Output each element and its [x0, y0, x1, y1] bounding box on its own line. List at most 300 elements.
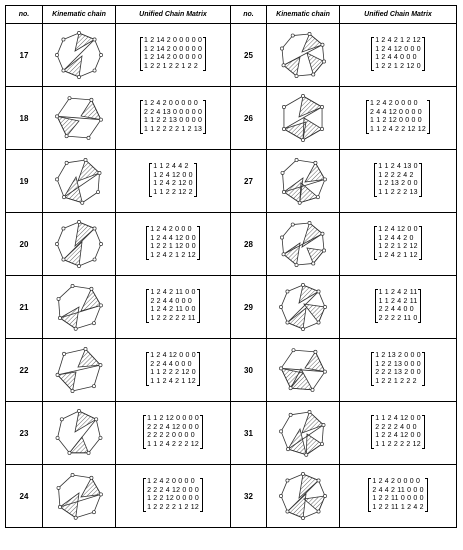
binary-link: [281, 480, 287, 496]
chain-matrix: [143, 478, 203, 512]
joint-circle: [308, 410, 311, 413]
kinematic-chain-diagram: [275, 279, 331, 335]
binary-link: [73, 475, 92, 478]
joint-circle: [77, 409, 80, 412]
binary-link: [95, 228, 101, 244]
chain-matrix: [146, 352, 200, 386]
binary-link: [287, 474, 303, 480]
joint-circle: [55, 53, 58, 56]
joint-circle: [301, 327, 304, 330]
matrix-row: 1 2 4 2 1 12: [378, 251, 418, 259]
kinematic-chain-cell: [43, 465, 116, 528]
table-row: [6, 213, 457, 276]
matrix-row: 1 2 2 12 0 0 0 0: [147, 495, 199, 503]
unified-chain-matrix-cell: [340, 465, 457, 528]
joint-circle: [323, 305, 326, 308]
joint-circle: [65, 161, 68, 164]
binary-link: [303, 323, 319, 329]
unified-chain-matrix-cell: [116, 213, 231, 276]
matrix-row: 1 1 2 4 4 2: [153, 163, 189, 171]
unified-chain-matrix-cell: [340, 24, 457, 87]
matrix-row: 2 2 2 2 11 0: [378, 314, 418, 322]
joint-circle: [92, 385, 95, 388]
unified-chain-matrix-cell: [340, 150, 457, 213]
binary-link: [293, 34, 310, 36]
binary-link: [63, 222, 79, 228]
joint-circle: [55, 178, 58, 181]
chain-matrix: [140, 37, 206, 71]
joint-circle: [317, 479, 320, 482]
binary-link: [58, 419, 62, 438]
binary-link: [319, 291, 325, 307]
binary-link: [89, 438, 101, 453]
joint-circle: [93, 38, 96, 41]
matrix-row: 1 1 2 4 2 1 12: [150, 377, 196, 385]
matrix-row: 2 2 4 13 0 0 0 0 0: [143, 108, 203, 116]
matrix-row: 1 2 2 2 2 2 11: [150, 314, 196, 322]
ternary-link-hatched: [284, 57, 301, 76]
joint-circle: [279, 430, 282, 433]
joint-circle: [282, 64, 285, 67]
binary-link: [94, 365, 101, 386]
joint-circle: [301, 516, 304, 519]
matrix-row: 1 2 2 4 12 0 0: [375, 432, 421, 440]
joint-circle: [96, 190, 99, 193]
joint-circle: [71, 473, 74, 476]
joint-circle: [320, 105, 323, 108]
matrix-row: 1 2 4 2 1 2 12: [375, 37, 421, 45]
joint-circle: [286, 290, 289, 293]
joint-circle: [282, 253, 285, 256]
chain-matrix: [366, 100, 430, 134]
joint-circle: [279, 305, 282, 308]
unified-chain-matrix-cell: [116, 402, 231, 465]
joint-circle: [55, 242, 58, 245]
joint-circle: [99, 53, 102, 56]
joint-circle: [301, 138, 304, 141]
joint-circle: [311, 388, 314, 391]
chain-matrix: [368, 478, 427, 512]
binary-link: [58, 354, 65, 375]
binary-link: [63, 33, 79, 39]
joint-circle: [323, 494, 326, 497]
kinematic-chain-cell: [267, 402, 340, 465]
kinematic-chain-diagram: [275, 405, 331, 461]
joint-circle: [65, 135, 68, 138]
binary-link: [322, 45, 324, 62]
binary-link: [79, 260, 95, 266]
kinematic-chain-diagram: [51, 279, 107, 335]
table-row: [6, 402, 457, 465]
joint-circle: [62, 258, 65, 261]
binary-link: [293, 223, 310, 225]
binary-link: [296, 74, 313, 76]
binary-link: [282, 225, 293, 238]
joint-circle: [99, 364, 102, 367]
joint-circle: [298, 201, 301, 204]
joint-circle: [92, 322, 95, 325]
matrix-row: 2 2 2 2 0 0 0 0: [147, 432, 195, 440]
joint-circle: [81, 201, 84, 204]
kinematic-chain-cell: [267, 465, 340, 528]
unified-chain-matrix-cell: [116, 87, 231, 150]
matrix-row: 1 1 2 4 2 11: [378, 297, 418, 305]
chain-number: 25: [231, 24, 267, 87]
matrix-row: 1 2 4 2 0 0 0 0: [372, 478, 421, 486]
joint-circle: [84, 158, 87, 161]
ternary-link-hatched: [60, 307, 79, 329]
joint-circle: [286, 321, 289, 324]
matrix-row: 2 2 4 4 0 0 0: [150, 360, 192, 368]
binary-link: [282, 48, 284, 65]
matrix-row: 1 1 2 4 2 2 2 12: [147, 440, 199, 448]
matrix-row: 1 2 2 1 2 2 2: [375, 377, 417, 385]
matrix-row: 1 2 4 4 2 0: [378, 234, 414, 242]
binary-link: [313, 372, 325, 390]
kinematic-chain-cell: [267, 150, 340, 213]
joint-circle: [57, 486, 60, 489]
joint-circle: [312, 262, 315, 265]
joint-circle: [92, 511, 95, 514]
joint-circle: [308, 221, 311, 224]
joint-circle: [279, 494, 282, 497]
matrix-row: 1 2 2 1 2 2 1 2 2: [143, 62, 198, 70]
joint-circle: [68, 97, 71, 100]
chain-matrix: [140, 100, 206, 134]
kinematic-chain-cell: [267, 339, 340, 402]
matrix-row: 1 2 2 13 0 0 0: [375, 360, 421, 368]
joint-circle: [99, 493, 102, 496]
matrix-row: 1 2 4 12 0 0: [378, 226, 418, 234]
kinematic-chain-cell: [43, 339, 116, 402]
table-row: [6, 465, 457, 528]
chain-matrix: [146, 289, 199, 323]
joint-circle: [321, 232, 324, 235]
kinematic-chain-cell: [267, 276, 340, 339]
binary-link: [67, 160, 86, 163]
ternary-link-hatched: [304, 304, 325, 323]
joint-circle: [295, 74, 298, 77]
ternary-link-hatched: [287, 308, 306, 329]
matrix-row: 1 2 14 2 0 0 0 0 0: [143, 54, 203, 62]
unified-chain-matrix-cell: [116, 24, 231, 87]
matrix-row: 1 2 4 4 12 0 0: [150, 234, 196, 242]
ternary-link-hatched: [70, 437, 89, 453]
kinematic-chain-diagram: [275, 27, 331, 83]
binary-link: [318, 179, 325, 197]
matrix-row: 1 2 4 2 0 0 0 0: [147, 478, 195, 486]
joint-circle: [317, 510, 320, 513]
binary-link: [282, 36, 293, 49]
unified-chain-matrix-cell: [116, 465, 231, 528]
binary-link: [96, 419, 100, 438]
binary-link: [284, 96, 303, 107]
chain-number: 18: [6, 87, 43, 150]
binary-link: [281, 291, 287, 307]
ternary-link-hatched: [78, 349, 101, 367]
matrix-row: 2 2 4 4 0 0 0: [150, 297, 192, 305]
binary-link: [69, 98, 91, 100]
ternary-link-hatched: [81, 100, 101, 120]
ternary-link-hatched: [64, 177, 82, 203]
matrix-row: 1 2 4 12 0 0 0: [150, 352, 196, 360]
binary-link: [59, 475, 73, 488]
matrix-row: 2 4 4 2 11 0 0 0: [372, 486, 424, 494]
kinematic-chain-cell: [267, 213, 340, 276]
joint-circle: [56, 436, 59, 439]
joint-circle: [62, 196, 65, 199]
joint-circle: [95, 418, 98, 421]
joint-circle: [99, 118, 102, 121]
joint-circle: [321, 43, 324, 46]
joint-circle: [281, 171, 284, 174]
unified-chain-matrix-cell: [116, 276, 231, 339]
binary-link: [281, 307, 287, 323]
joint-circle: [322, 249, 325, 252]
kinematic-chain-diagram: [275, 90, 331, 146]
kinematic-chain-diagram: [51, 90, 107, 146]
matrix-row: 1 1 2 4 13 0: [378, 163, 418, 171]
ternary-link-hatched: [288, 429, 306, 455]
joint-circle: [282, 105, 285, 108]
binary-link: [76, 512, 94, 518]
header-unified-chain-matrix: Unified Chain Matrix: [116, 6, 231, 24]
binary-link: [98, 173, 99, 192]
ternary-link-hatched: [305, 163, 325, 182]
ternary-link-hatched: [57, 116, 79, 136]
chain-number: 24: [6, 465, 43, 528]
joint-circle: [320, 442, 323, 445]
chain-number: 17: [6, 24, 43, 87]
chain-matrix: [371, 352, 425, 386]
joint-circle: [77, 220, 80, 223]
binary-link: [57, 244, 63, 260]
chain-matrix: [375, 289, 422, 323]
joint-circle: [74, 516, 77, 519]
binary-link: [59, 488, 60, 507]
binary-link: [60, 494, 101, 507]
joint-circle: [68, 451, 71, 454]
unified-chain-matrix-cell: [340, 276, 457, 339]
unified-chain-matrix-cell: [340, 87, 457, 150]
matrix-row: 1 2 13 2 0 0: [378, 180, 418, 188]
matrix-row: 1 1 2 4 12 0 0: [375, 415, 421, 423]
matrix-row: 1 1 2 2 2 13: [378, 188, 418, 196]
joint-circle: [323, 370, 326, 373]
joint-circle: [77, 75, 80, 78]
ternary-link-hatched: [81, 478, 101, 497]
joint-circle: [312, 73, 315, 76]
kinematic-chain-diagram: [275, 342, 331, 398]
unified-chain-matrix-cell: [340, 213, 457, 276]
kinematic-chain-diagram: [51, 468, 107, 524]
binary-link: [60, 305, 101, 318]
header-unified-chain-matrix: Unified Chain Matrix: [340, 6, 457, 24]
joint-circle: [56, 373, 59, 376]
binary-link: [296, 263, 313, 265]
chain-matrix: [149, 163, 196, 197]
joint-circle: [77, 264, 80, 267]
joint-circle: [98, 171, 101, 174]
binary-link: [297, 160, 316, 163]
joint-circle: [286, 479, 289, 482]
binary-link: [89, 120, 101, 138]
unified-chain-matrix-cell: [116, 339, 231, 402]
binary-link: [281, 350, 293, 368]
binary-link: [58, 438, 70, 453]
binary-link: [303, 512, 319, 518]
chain-number: 32: [231, 465, 267, 528]
joint-circle: [71, 389, 74, 392]
chain-number: 20: [6, 213, 43, 276]
matrix-row: 1 1 2 12 0 0 0 0: [147, 415, 199, 423]
kinematic-chain-cell: [267, 24, 340, 87]
joint-circle: [308, 32, 311, 35]
joint-circle: [93, 69, 96, 72]
binary-link: [57, 163, 67, 180]
chain-number: 21: [6, 276, 43, 339]
binary-link: [57, 98, 69, 116]
chain-matrix: [374, 226, 421, 260]
chain-matrix: [374, 163, 421, 197]
joint-circle: [84, 347, 87, 350]
ternary-link-hatched: [299, 474, 319, 498]
joint-circle: [291, 34, 294, 37]
joint-circle: [286, 448, 289, 451]
joint-circle: [295, 263, 298, 266]
matrix-row: 1 2 4 4 0 0 0: [375, 54, 417, 62]
matrix-row: 2 2 2 4 12 0 0 0: [147, 423, 199, 431]
header-no: no.: [231, 6, 267, 24]
header-no: no.: [6, 6, 43, 24]
joint-circle: [305, 453, 308, 456]
kinematic-chain-cell: [43, 150, 116, 213]
ternary-link-hatched: [75, 222, 95, 246]
joint-circle: [71, 284, 74, 287]
ternary-link-hatched: [60, 493, 79, 518]
joint-circle: [301, 472, 304, 475]
matrix-row: 1 1 2 2 2 2 1 2 13: [143, 125, 203, 133]
header-kinematic-chain: Kinematic chain: [43, 6, 116, 24]
joint-circle: [93, 258, 96, 261]
binary-link: [62, 411, 79, 419]
joint-circle: [93, 227, 96, 230]
joint-circle: [90, 98, 93, 101]
kinematic-chain-cell: [43, 402, 116, 465]
joint-circle: [289, 413, 292, 416]
joint-circle: [292, 349, 295, 352]
binary-link: [57, 179, 64, 197]
matrix-row: 1 2 13 2 0 0 0: [375, 352, 421, 360]
chain-number: 27: [231, 150, 267, 213]
binary-link: [291, 412, 310, 415]
binary-link: [281, 431, 288, 449]
joint-circle: [295, 158, 298, 161]
binary-link: [293, 350, 315, 352]
chain-matrix: [143, 415, 203, 449]
kinematic-chain-diagram: [275, 216, 331, 272]
ternary-link-hatched: [63, 56, 82, 77]
joint-circle: [99, 304, 102, 307]
kinematic-chain-diagram: [51, 153, 107, 209]
joint-circle: [301, 283, 304, 286]
matrix-row: 1 2 14 2 0 0 0 0 0: [143, 37, 203, 45]
chain-matrix: [146, 226, 200, 260]
ternary-link-hatched: [287, 494, 306, 518]
matrix-row: 1 2 4 12 0 0 0: [375, 45, 421, 53]
binary-link: [59, 299, 60, 318]
joint-circle: [87, 451, 90, 454]
joint-circle: [280, 47, 283, 50]
ternary-link-hatched: [58, 372, 77, 391]
binary-link: [57, 228, 63, 244]
matrix-row: 1 2 2 1 2 12 0: [375, 62, 421, 70]
binary-link: [57, 55, 63, 71]
joint-circle: [282, 127, 285, 130]
joint-circle: [62, 227, 65, 230]
table-row: [6, 339, 457, 402]
binary-link: [319, 480, 325, 496]
table-row: [6, 24, 457, 87]
joint-circle: [58, 505, 61, 508]
table-row: [6, 276, 457, 339]
joint-circle: [286, 510, 289, 513]
joint-circle: [317, 290, 320, 293]
ternary-link-hatched: [63, 242, 82, 266]
matrix-row: 1 2 14 2 0 0 0 0 0: [143, 45, 203, 53]
joint-circle: [62, 69, 65, 72]
matrix-row: 1 1 2 4 2 11: [378, 289, 418, 297]
joint-circle: [323, 178, 326, 181]
matrix-row: 1 2 2 2 2 1 2 12: [147, 503, 199, 511]
joint-circle: [99, 242, 102, 245]
binary-link: [72, 386, 93, 391]
matrix-row: 1 2 4 2 0 0 0 0: [370, 100, 418, 108]
chain-table: [5, 5, 457, 528]
joint-circle: [289, 387, 292, 390]
matrix-row: 1 2 2 2 4 2: [378, 171, 414, 179]
binary-link: [322, 234, 324, 251]
kinematic-chain-cell: [43, 276, 116, 339]
matrix-row: 1 1 2 2 12 2: [153, 188, 193, 196]
matrix-row: 1 2 2 1 12 0 0: [150, 243, 196, 251]
chain-number: 23: [6, 402, 43, 465]
chain-number: 28: [231, 213, 267, 276]
binary-link: [67, 136, 89, 138]
binary-link: [283, 160, 297, 173]
joint-circle: [57, 297, 60, 300]
matrix-row: 2 2 4 4 0 0: [378, 306, 414, 314]
matrix-row: 1 2 4 2 11 0 0: [150, 289, 196, 297]
binary-link: [94, 494, 101, 512]
joint-circle: [62, 352, 65, 355]
joint-circle: [314, 350, 317, 353]
ternary-link-hatched: [284, 243, 301, 265]
chain-number: 19: [6, 150, 43, 213]
binary-link: [82, 192, 98, 203]
joint-circle: [279, 367, 282, 370]
joint-circle: [99, 436, 102, 439]
binary-link: [79, 71, 95, 77]
table-row: [6, 150, 457, 213]
binary-link: [322, 425, 323, 444]
kinematic-chain-diagram: [51, 342, 107, 398]
unified-chain-matrix-cell: [340, 402, 457, 465]
binary-link: [76, 323, 94, 329]
joint-circle: [58, 316, 61, 319]
matrix-row: 1 2 4 2 0 0 0 0 0: [143, 100, 198, 108]
chain-number: 30: [231, 339, 267, 402]
